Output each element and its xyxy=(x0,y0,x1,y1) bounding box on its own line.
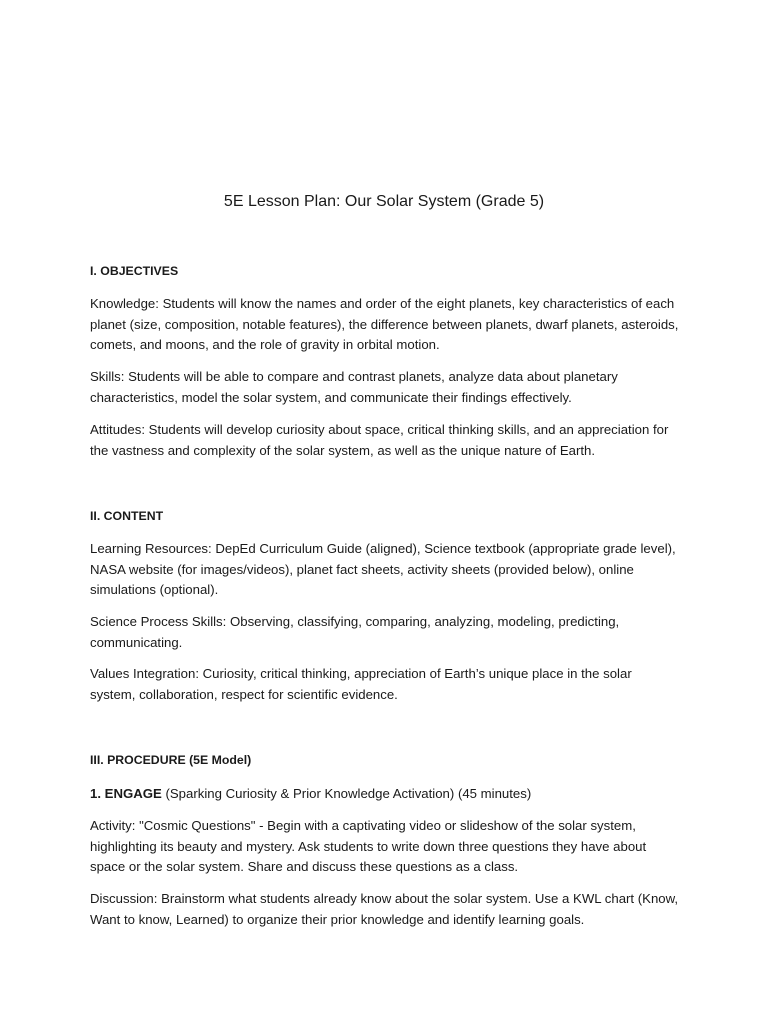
attitudes-paragraph: Attitudes: Students will develop curiosity about space, critical thinking skills, and an appreciation for the vastness and complexity of the solar system, as well as the unique nature of Earth. xyxy=(90,422,669,458)
skills-paragraph: Skills: Students will be able to compare and contrast planets, analyze data about planetary characteristics, model the solar system, and communicate their findings effectively. xyxy=(90,369,618,405)
values-paragraph: Values Integration: Curiosity, critical thinking, appreciation of Earth’s unique place in the solar system, collaboration, respect for scientific evidence. xyxy=(90,666,632,702)
discussion-paragraph: Discussion: Brainstorm what students already know about the solar system. Use a KWL chart (Know, Want to know, Learned) to organize their prior knowledge and identify learning goals. xyxy=(90,891,679,927)
content-heading: II. CONTENT xyxy=(90,509,164,523)
process-skills-paragraph: Science Process Skills: Observing, classifying, comparing, analyzing, modeling, predicting, communicating. xyxy=(90,614,620,650)
document-title: 5E Lesson Plan: Our Solar System (Grade 5) xyxy=(223,193,545,210)
engage-description: (Sparking Curiosity & Prior Knowledge Activation) (45 minutes) xyxy=(161,786,532,801)
engage-paragraph xyxy=(90,784,680,805)
activity-paragraph: Activity: "Cosmic Questions" - Begin with a captivating video or slideshow of the solar system, highlighting its beauty and mystery. Ask students to write down three questions they have about space or the solar system. Share and discuss these questions as a class. xyxy=(90,818,647,874)
knowledge-paragraph: Knowledge: Students will know the names and order of the eight planets, key characteristics of each planet (size, composition, notable features), the difference between planets, dwarf planets, asteroids, comets, and moons, and the role of gravity in orbital motion. xyxy=(90,296,679,352)
resources-paragraph: Learning Resources: DepEd Curriculum Guide (aligned), Science textbook (appropriate grade level), NASA website (for images/videos), planet fact sheets, activity sheets (provided below), online simulations (optional). xyxy=(90,541,676,597)
procedure-heading: III. PROCEDURE (5E Model) xyxy=(90,753,252,767)
engage-label: 1. ENGAGE xyxy=(90,786,162,801)
objectives-heading: I. OBJECTIVES xyxy=(90,264,179,278)
